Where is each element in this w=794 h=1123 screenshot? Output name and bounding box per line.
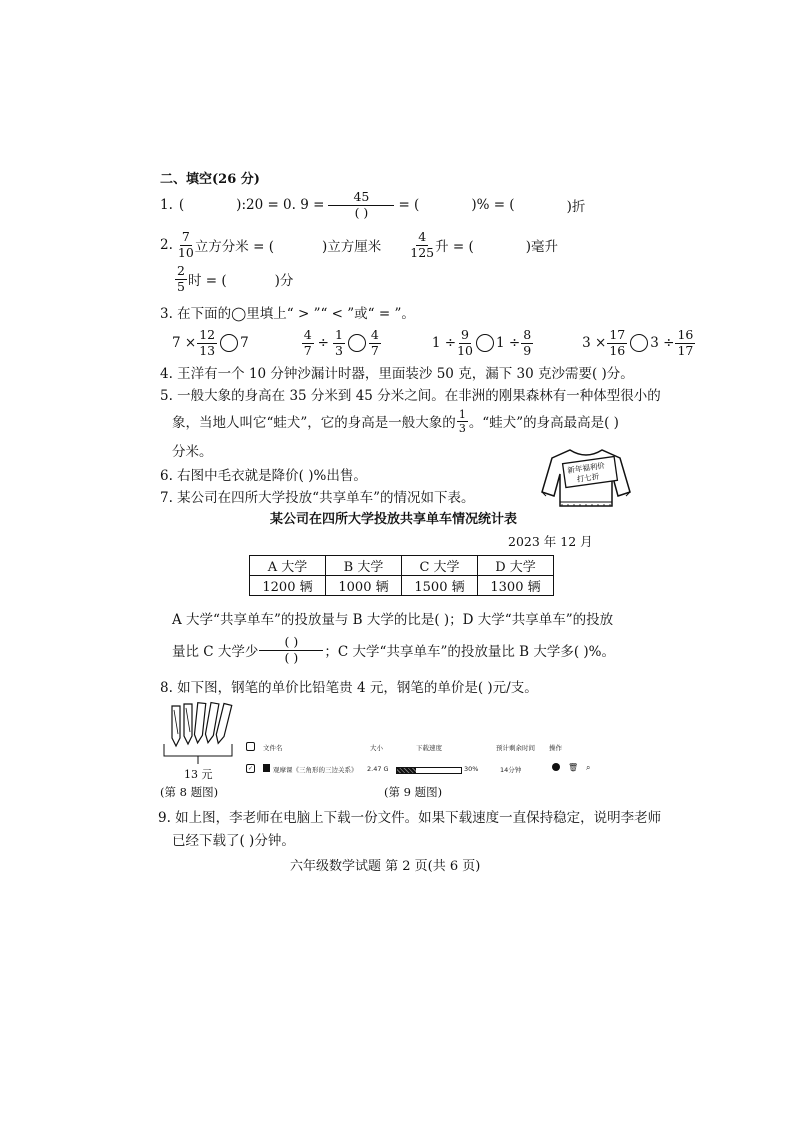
q2-number: 2. [160,237,173,253]
q7-line2-a: 量比 C 大学少 [172,644,259,660]
q3-expr-3 [432,329,534,357]
q3-e1-num: 12 [199,327,216,342]
download-header-actions: 操作 [549,744,562,752]
q2-fraction-3-denominator: 5 [177,278,185,294]
download-file-name: 观摩课《三角形的三边关系》 [273,766,358,774]
q3-e4-n2: 16 [677,327,694,342]
q2-part-a: 立方分米 = ( [194,239,274,255]
question-5-line1: 5. 一般大象的身高在 35 分米到 45 分米之间。在非洲的刚果森林有一种体型很小的 [160,388,661,404]
search-icon[interactable]: ⌕ [586,763,591,772]
q3-compare-circle-2[interactable] [348,334,366,352]
q3-e3-f2 [521,329,533,357]
download-row-checkbox[interactable]: ✓ [247,765,254,772]
table-header: C 大学 [402,556,478,576]
q3-e1-den: 13 [199,342,216,358]
download-remaining-time: 14分钟 [500,766,522,774]
q3-e2-n1: 4 [303,327,312,342]
q3-e2-op: ÷ [317,335,329,351]
q3-e4-f2 [675,329,695,357]
q1-fraction-denominator: ( ) [354,204,369,220]
q3-compare-circle-1[interactable] [220,334,238,352]
question-1 [160,190,585,220]
q2-part-d: )毫升 [525,239,559,255]
question-5-line2 [172,406,619,436]
table-cell: 1500 辆 [402,576,478,596]
figure-8-caption: (第 8 题图) [160,785,219,799]
q2-part-e: 时 = ( [187,273,227,289]
question-2-line2 [174,264,293,294]
table-title: 某公司在四所大学投放共享单车情况统计表 [270,512,518,527]
q3-e3-f1 [457,329,473,357]
download-select-all-checkbox[interactable] [246,742,255,751]
q5-line2-b: 。“蛙犬”的身高最高是( ) [468,415,619,431]
q3-e3-d1: 10 [457,342,473,358]
q1-part-e: )折 [566,199,586,215]
pens-illustration [158,700,238,766]
q1-part-a: ( [178,197,185,213]
download-progress-label: 30% [464,765,479,773]
download-progress-bar [396,767,462,774]
sweater-tag-line1: 新年福利价 [566,460,606,476]
question-3-expressions [172,327,696,359]
question-8: 8. 如下图，钢笔的单价比铅笔贵 4 元，钢笔的单价是( )元/支。 [160,680,538,696]
q5-frac-num: 1 [458,407,466,421]
q7-frac-num: ( ) [259,636,323,651]
q3-e2-d3: 7 [370,342,379,358]
question-7: 7. 某公司在四所大学投放“共享单车”的情况如下表。 [160,490,475,506]
q3-expr-2 [301,329,382,357]
q3-e3-n2: 8 [523,327,532,342]
q7-frac-den: ( ) [284,649,299,665]
q3-e3-a: 1 ÷ [431,335,457,351]
q5-line2-a: 象，当地人叫它“蛙犬”，它的身高是一般大象的 [172,415,456,431]
q3-e4-a: 3 × [582,335,607,351]
question-7-line2 [172,634,615,666]
q3-expr-1-a: 7 × [172,335,197,351]
q3-e3-d2: 9 [523,342,532,358]
q2-fraction-3-numerator: 2 [177,263,185,278]
q2-fraction-1-numerator: 7 [181,229,190,244]
question-6: 6. 右图中毛衣就是降价( )%出售。 [160,468,367,484]
table-header: B 大学 [326,556,402,576]
q2-fraction-2-denominator: 125 [410,244,435,260]
q3-expr-4 [582,329,696,357]
q3-compare-circle-3[interactable] [476,334,494,352]
q3-expr-1-fraction [197,329,217,357]
section-title: 二、填空(26 分) [160,172,260,187]
q7-fraction [259,636,323,664]
q3-e4-d2: 17 [677,342,694,358]
question-5-line3: 分米。 [172,444,213,460]
q1-part-b: ):20 = 0. 9 = [236,197,325,213]
q1-number: 1. [160,197,173,213]
question-9-line1: 9. 如上图，李老师在电脑上下载一份文件。如果下载速度一直保持稳定，说明李老师 [158,810,662,826]
q2-part-b: )立方厘米 [321,239,382,255]
table-row [250,576,554,596]
q2-part-g: )分 [274,273,294,289]
table-header: D 大学 [478,556,554,576]
q3-e3-b: 1 ÷ [495,335,521,351]
q3-e2-f3 [369,329,381,357]
download-header-row [246,743,606,755]
table-cell: 1000 辆 [326,576,402,596]
q3-e3-n1: 9 [461,327,469,342]
delete-icon[interactable]: 🗑 [568,763,579,772]
figure-9-caption: (第 9 题图) [384,785,443,799]
pens-price-label: 13 元 [184,768,213,781]
q3-e2-n2: 1 [334,327,343,342]
question-3-text: 3. 在下面的◯里填上“ > ”“ < ”或“ = ”。 [160,306,415,322]
download-header-speed: 下载速度 [416,744,442,752]
bike-stats-table [249,555,554,596]
q5-frac-den: 3 [458,421,466,435]
file-icon [263,764,270,772]
q3-expr-1-b: 7 [240,335,249,351]
q3-e2-d1: 7 [303,342,312,358]
q3-e2-f2 [333,329,345,357]
sweater-illustration [540,446,632,512]
question-7-line1: A 大学“共享单车”的投放量与 B 大学的比是( )；D 大学“共享单车”的投放 [172,612,614,628]
q7-line2-b: ；C 大学“共享单车”的投放量比 B 大学多( )%。 [324,644,616,660]
q3-e4-d1: 16 [609,342,626,358]
question-9-line2: 已经下载了( )分钟。 [172,833,295,849]
q3-compare-circle-4[interactable] [630,334,648,352]
q5-fraction [457,409,468,434]
q1-fraction [328,191,394,219]
q1-part-c: = ( [398,197,420,213]
pause-icon[interactable] [552,763,560,771]
table-header-row [250,556,554,576]
table-cell: 1200 辆 [250,576,326,596]
table-cell: 1300 辆 [478,576,554,596]
table-date: 2023 年 12 月 [508,534,593,549]
q2-fraction-1 [178,231,194,259]
q3-expr-1 [172,329,249,357]
q2-part-c: 升 = ( [435,239,474,255]
q3-e4-f1 [607,329,627,357]
q2-fraction-2-numerator: 4 [418,229,427,244]
q3-e2-n3: 4 [370,327,379,342]
q3-e4-b: 3 ÷ [650,335,675,351]
question-4: 4. 王洋有一个 10 分钟沙漏计时器，里面装沙 50 克，漏下 30 克沙需要( )分。 [160,366,634,382]
sweater-tag-line2: 打七折 [576,471,600,484]
q1-fraction-numerator: 45 [328,191,394,206]
q2-fraction-2 [410,231,434,259]
download-header-remaining: 预计剩余时间 [496,744,535,752]
download-header-filename: 文件名 [263,744,283,752]
download-header-size: 大小 [370,744,383,752]
question-2-line1 [160,230,558,260]
q2-fraction-3 [175,265,187,293]
page-footer: 六年级数学试题 第 2 页(共 6 页) [290,859,481,874]
q3-e4-n1: 17 [609,327,626,342]
table-header: A 大学 [250,556,326,576]
q3-e2-f1 [302,329,314,357]
download-progress-fill [397,768,416,773]
download-file-size: 2.47 G [367,765,389,773]
q3-e2-d2: 3 [334,342,343,358]
q2-fraction-1-denominator: 10 [177,244,194,260]
q1-part-d: )% = ( [471,197,515,213]
